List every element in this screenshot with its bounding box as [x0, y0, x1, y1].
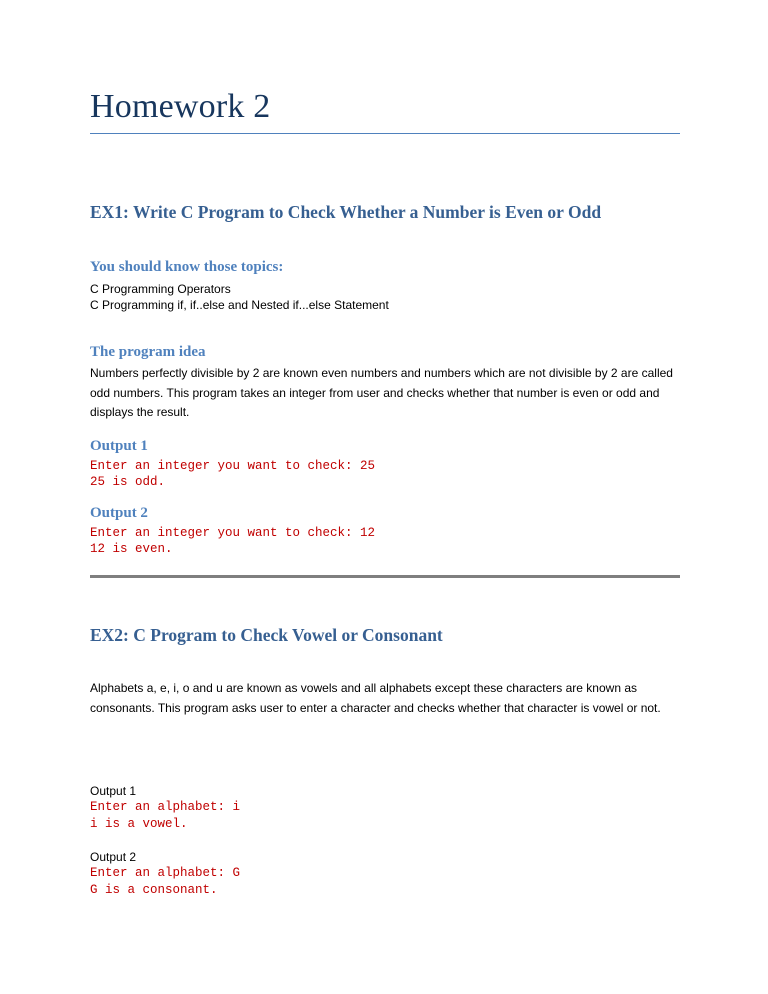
ex2-heading: EX2: C Program to Check Vowel or Consonant [90, 625, 443, 645]
ex1-output2-heading: Output 2 [90, 505, 148, 521]
ex1-output1-line: 25 is odd. [90, 475, 166, 489]
ex2-paragraph: Alphabets a, e, i, o and u are known as vowels and all alphabets except these characters are known as consonants. This program asks user to enter a character and checks whether that character is vowel or not. [90, 681, 661, 715]
ex1-output2-line: 12 is even. [90, 542, 173, 556]
document-title: Homework 2 [90, 88, 271, 125]
ex2-output1-line: Enter an alphabet: i [90, 800, 241, 814]
ex1-idea-paragraph: Numbers perfectly divisible by 2 are known even numbers and numbers which are not divisible by 2 are called odd numbers. This program takes an integer from user and checks whether that number is even or odd and displays the result. [90, 366, 673, 419]
ex2-output2-line: Enter an alphabet: G [90, 866, 241, 880]
ex1-output1-line: Enter an integer you want to check: 25 [90, 459, 376, 473]
section-divider [90, 575, 680, 578]
ex1-output2-line: Enter an integer you want to check: 12 [90, 526, 376, 540]
title-underline [90, 133, 680, 134]
ex1-heading: EX1: Write C Program to Check Whether a Number is Even or Odd [90, 202, 602, 222]
ex1-output1-heading: Output 1 [90, 438, 148, 454]
ex1-topic-item: C Programming if, if..else and Nested if...else Statement [90, 298, 389, 312]
ex2-output2-line: G is a consonant. [90, 883, 218, 897]
ex1-topic-item: C Programming Operators [90, 282, 231, 296]
ex1-idea-heading: The program idea [90, 344, 206, 360]
ex1-topics-heading: You should know those topics: [90, 259, 284, 275]
ex2-output2-label: Output 2 [90, 850, 137, 864]
ex2-output1-label: Output 1 [90, 784, 137, 798]
ex2-output1-line: i is a vowel. [90, 817, 188, 831]
